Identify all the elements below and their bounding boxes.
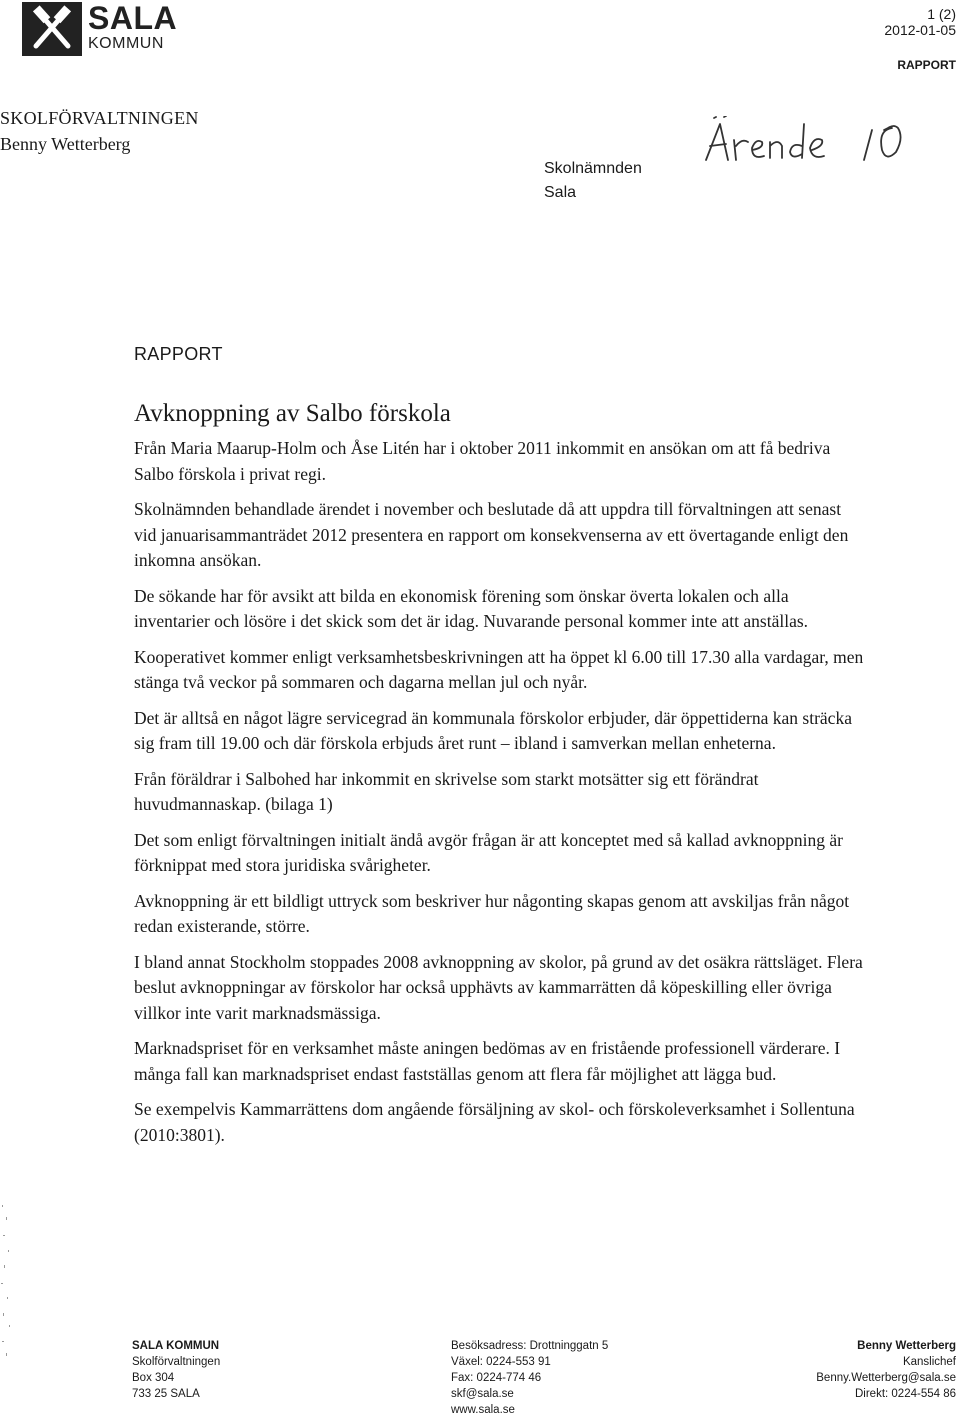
paragraph: Från Maria Maarup-Holm och Åse Litén har i oktober 2011 inkommit en ansökan om att få bedriva Salbo förskola i privat regi. <box>134 438 831 484</box>
document-title: Avknoppning av Salbo förskola <box>134 400 451 427</box>
footer-org: SALA KOMMUN <box>132 1340 220 1352</box>
document-date: 2012-01-05 <box>884 22 956 38</box>
paragraph: Avknoppning är ett bildligt uttryck som beskriver hur någonting skapas genom att avskiljas från något redan existerande, större. <box>134 890 850 936</box>
paragraph: Det som enligt förvaltningen initialt ändå avgör frågan är att konceptet med så kallad avknoppning är förknippat med stora juridiska svårigheter. <box>134 829 844 875</box>
recipient-city: Sala <box>544 184 577 201</box>
crossed-hammers-icon <box>22 2 82 56</box>
paragraph: Skolnämnden behandlade ärendet i november och beslutade då att uppdra till förvaltningen att senast vid januarisammanträdet 2012 presentera en rapport om konsekvenserna av ett övertagande enligt den inkomna ansökan. <box>134 499 849 570</box>
paragraph: Det är alltså en något lägre servicegrad än kommunala förskolor erbjuder, där öppettiderna kan sträcka sig fram till 19.00 och där förskola erbjuds året runt – ibland i samverkan mellan enheterna. <box>134 707 852 753</box>
footer-address <box>132 1338 220 1402</box>
footer-contact <box>451 1338 608 1418</box>
paragraph: De sökande har för avsikt att bilda en ekonomisk förening som önskar överta lokalen och alla inventarier och lösöre i det skick som det är idag. Nuvarande personal kommer inte att anställas. <box>134 585 809 631</box>
footer-switchboard: Växel: 0224-553 91 <box>451 1356 551 1368</box>
paragraph: Se exempelvis Kammarrättens dom angående försäljning av skol- och förskoleverksamhet i Sollentuna (2010:3801). <box>134 1099 855 1145</box>
footer-box: Box 304 <box>132 1372 175 1384</box>
scan-artifact <box>0 1195 12 1365</box>
sender-organization: SKOLFÖRVALTNINGEN <box>0 108 199 128</box>
sender-name: Benny Wetterberg <box>0 134 131 154</box>
handwritten-case-number <box>700 116 950 166</box>
report-label: RAPPORT <box>134 344 223 364</box>
logo-subtitle: KOMMUN <box>88 35 164 52</box>
footer-person-title: Kanslichef <box>902 1356 956 1368</box>
recipient-name: Skolnämnden <box>544 160 642 177</box>
sala-kommun-logo <box>22 2 177 56</box>
document-type: RAPPORT <box>897 58 956 72</box>
paragraph: Marknadspriset för en verksamhet måste aningen bedömas av en fristående professionell värderare. I många fall kan marknadspriset endast fastställas genom att flera får möjlighet att lägga bud. <box>134 1038 841 1084</box>
footer-person <box>816 1338 956 1402</box>
logo-name: SALA <box>88 0 178 36</box>
footer-person-name: Benny Wetterberg <box>857 1340 956 1352</box>
paragraph: I bland annat Stockholm stoppades 2008 avknoppning av skolor, på grund av det osäkra rättsläget. Flera beslut avknoppningar av förskolor har också upphävts av kammarrätten då köpeskilling eller övriga villkor inte varit marknadsmässiga. <box>134 951 863 1023</box>
footer-department: Skolförvaltningen <box>132 1356 221 1368</box>
body-text <box>134 436 864 1158</box>
footer-postal: 733 25 SALA <box>132 1388 200 1400</box>
footer-email: skf@sala.se <box>451 1388 514 1400</box>
footer-person-email: Benny.Wetterberg@sala.se <box>816 1372 956 1384</box>
footer-visit-address: Besöksadress: Drottninggatn 5 <box>451 1340 609 1352</box>
paragraph: Från föräldrar i Salbohed har inkommit en skrivelse som starkt motsätter sig ett förändrat huvudmannaskap. (bilaga 1) <box>134 768 759 814</box>
paragraph: Kooperativet kommer enligt verksamhetsbeskrivningen att ha öppet kl 6.00 till 17.30 alla vardagar, men stänga två veckor på sommaren och dagarna mellan jul och nyår. <box>134 646 864 692</box>
footer-website: www.sala.se <box>451 1404 515 1416</box>
footer-person-phone: Direkt: 0224-554 86 <box>854 1388 956 1400</box>
footer-fax: Fax: 0224-774 46 <box>451 1372 542 1384</box>
page-number: 1 (2) <box>927 6 956 22</box>
